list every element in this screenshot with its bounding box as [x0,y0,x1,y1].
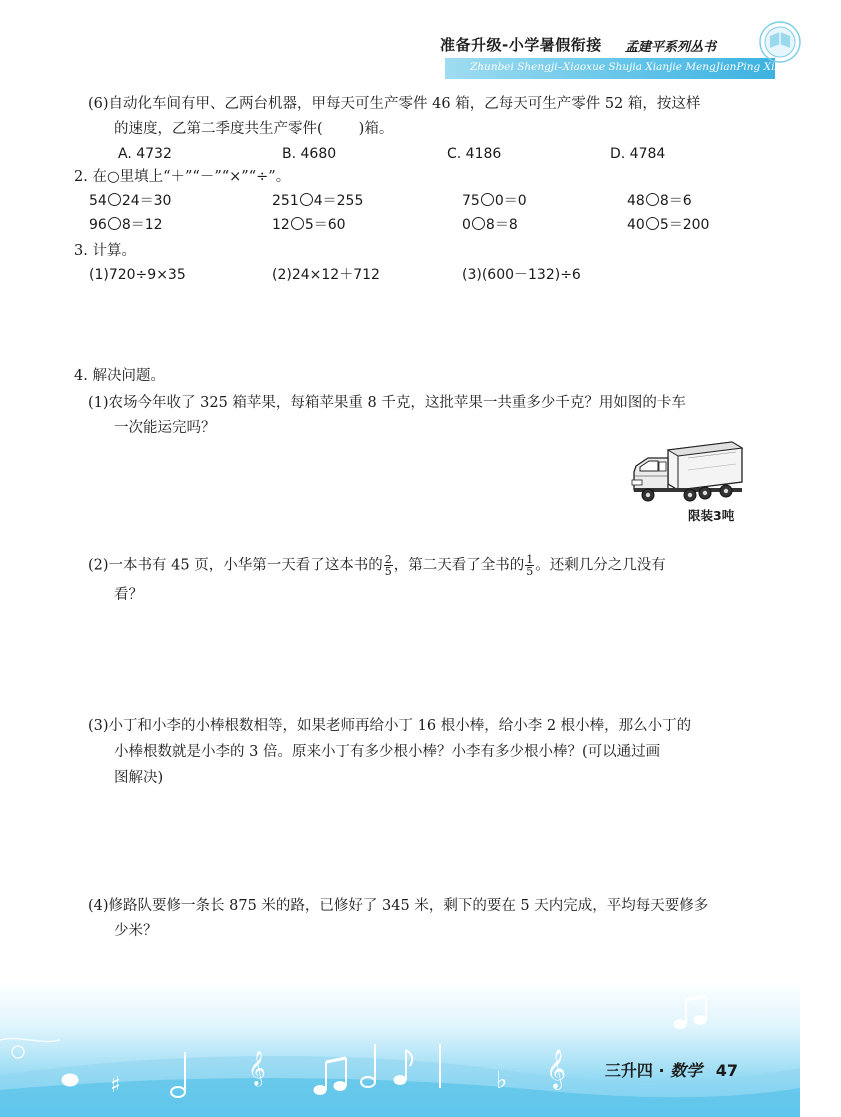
q4-p2-line1: (2)一本书有 45 页，小华第一天看了这本书的 $\frac{2}{5}$ ，第二天看了全书的 $\frac{1}{5}$ 。还剩几分之几没有 [88,553,666,578]
q1-6-line2 [114,119,393,139]
q4-p2-line2: 看？ [114,587,143,603]
q2-title: 2. 在○里填上“＋”“－”“×”“÷”。 [74,169,291,185]
footer-subject: 数学 [670,1061,703,1080]
operator-circle[interactable] [291,217,304,230]
q1-6-line2-b: )箱。 [358,121,394,137]
q2-eq-6: 12 5＝60 [272,217,346,233]
q2-eq-8: 40 5＝200 [627,217,710,233]
q2-eq-1: 54 24＝30 [89,193,172,209]
footer-grade: 三升四 [604,1061,653,1080]
q1-6-line1: (6)自动化车间有甲、乙两台机器，甲每天可生产零件 46 箱，乙每天可生产零件 52 箱，按这样 [88,96,701,112]
footer-page-info [605,1058,738,1081]
q2-eq-4: 48 8＝6 [627,193,692,209]
option-a[interactable]: A. 4732 [118,146,172,162]
q2-eq-7: 0 8＝8 [462,217,518,233]
svg-text:♯: ♯ [110,1073,121,1098]
option-d[interactable]: D. 4784 [610,146,666,162]
q2-eq-5: 96 8＝12 [89,217,163,233]
operator-circle[interactable] [108,193,121,206]
svg-text:𝄞: 𝄞 [248,1051,266,1086]
book-logo-icon [758,20,802,64]
operator-circle[interactable] [481,193,494,206]
q3-item-2: (2)24×12＋712 [272,267,380,283]
option-c[interactable]: C. 4186 [447,146,502,162]
q4-p1-line2: 一次能运完吗？ [114,420,216,436]
fraction-one-fifth: $\frac{1}{5}$ [526,553,534,578]
q3-item-1: (1)720÷9×35 [89,267,186,283]
svg-text:𝄞: 𝄞 [546,1049,567,1089]
q4-p3-line1: (3)小丁和小李的小棒根数相等，如果老师再给小丁 16 根小棒，给小李 2 根小棒，那么小丁的 [88,718,692,734]
q4-title: 4. 解决问题。 [74,368,165,384]
header-pinyin: Zhunbei Shengji–Xiaoxue Shujia Xianjie MengJianPing XiLie Congshu [470,61,841,73]
footer-dot: · [658,1061,665,1080]
q2-eq-2: 251 4＝255 [272,193,364,209]
q2-eq-3: 75 0＝0 [462,193,527,209]
header-series: 孟建平系列丛书 [625,40,717,55]
footer-band [0,980,800,1117]
q4-p4-line1: (4)修路队要修一条长 875 米的路，已修好了 345 米，剩下的要在 5 天内完成，平均每天要修多 [88,898,709,914]
q4-p4-line2: 少米？ [114,923,158,939]
operator-circle[interactable] [108,217,121,230]
q4-p1-line1: (1)农场今年收了 325 箱苹果，每箱苹果重 8 千克，这批苹果一共重多少千克？用如图的卡车 [88,395,686,411]
truck-capacity-label: 限装3吨 [688,508,735,523]
q3-title: 3. 计算。 [74,243,136,259]
q1-6-line2-a: 的速度，乙第二季度共生产零件( [114,121,323,137]
page-number: 47 [715,1061,738,1080]
header-title: 准备升级-小学暑假衔接 [440,36,602,54]
operator-circle[interactable] [472,217,485,230]
truck-icon [628,440,746,506]
fraction-two-fifths: $\frac{2}{5}$ [384,553,392,578]
q4-p3-line3: 图解决) [114,770,164,786]
q4-p3-line2: 小棒根数就是小李的 3 倍。原来小丁有多少根小棒？小李有多少根小棒？(可以通过画 [114,744,661,760]
q3-item-3: (3)(600－132)÷6 [462,267,581,283]
svg-text:♭: ♭ [496,1066,508,1094]
operator-circle[interactable] [646,217,659,230]
option-b[interactable]: B. 4680 [282,146,337,162]
operator-circle[interactable] [646,193,659,206]
operator-circle[interactable] [300,193,313,206]
